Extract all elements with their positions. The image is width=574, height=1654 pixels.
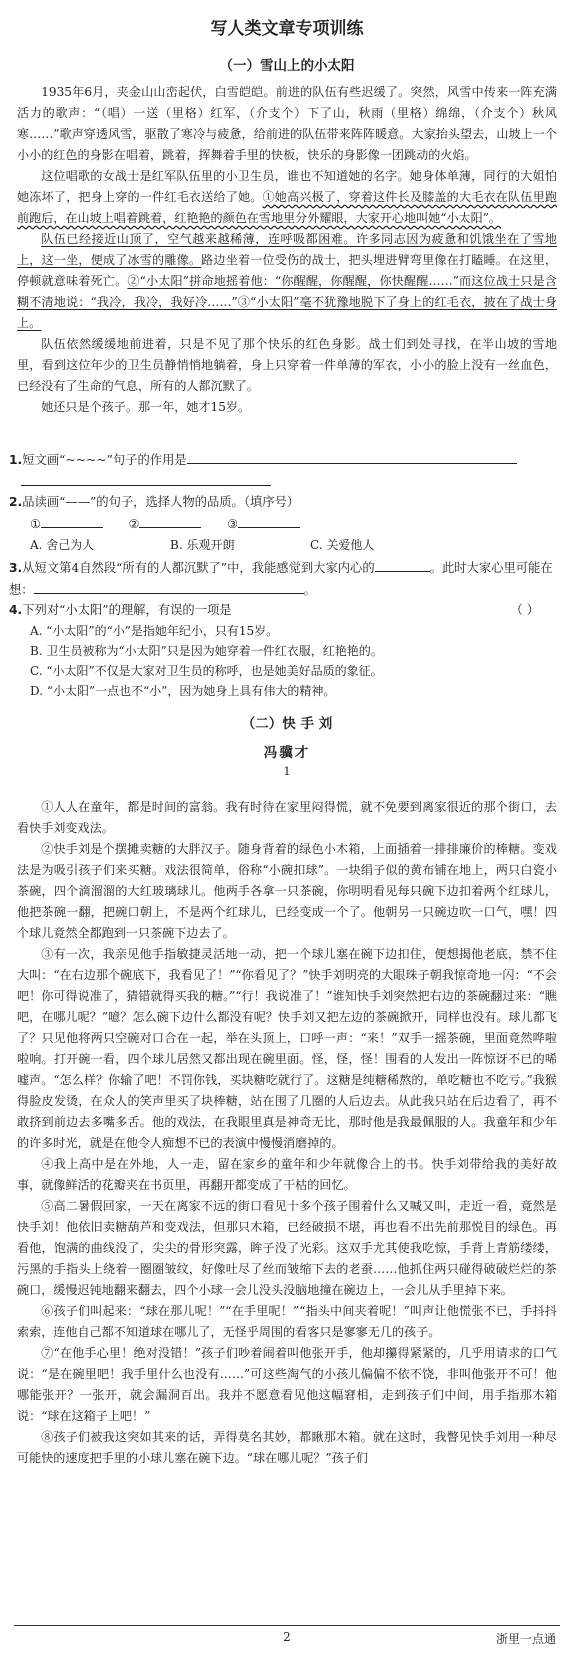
s1-paragraph-3 bbox=[17, 229, 557, 334]
s1-p3-underline-e: ③“小太阳”毫不犹豫地脱下了身上的红毛衣，披在了战士身上。 bbox=[17, 295, 557, 330]
s2-paragraph-1: ①人人在童年，都是时间的富翁。我有时待在家里闷得慌，就不免要到离家很近的那个街口，去看快手刘变戏法。 bbox=[17, 800, 557, 835]
q4-options bbox=[30, 621, 550, 701]
q3-end: 。 bbox=[303, 583, 316, 597]
q3-number: 3. bbox=[9, 561, 23, 575]
q3-blank-1[interactable] bbox=[375, 557, 430, 572]
q4-text: 下列对“小太阳”的理解，有误的一项是 bbox=[22, 603, 232, 617]
s1-paragraph-5: 她还只是个孩子。那一年，她才15岁。 bbox=[41, 400, 251, 414]
footer-brand: 浙里一点通 bbox=[495, 1632, 556, 1646]
s1-p3-text: 路边坐着一位受伤的战士，把头埋进臂弯里像在打瞌睡。在这里，停顿就意味着死亡。 bbox=[17, 253, 557, 288]
s1-p3-underline-d: ②“小太阳”拼命地摇着他：“你醒醒，你醒醒，你快醒醒……”而这位战士只是含糊不清地说：“我冷，我冷，我好冷……” bbox=[17, 274, 557, 309]
s2-paragraph-6: ⑥孩子们叫起来：“球在那儿呢！”“在手里呢！”“指头中间夹着呢！”叫声让他慌张不已，手抖抖索索，连他自己都不知道球在哪儿了，无怪乎周围的看客只是寥寥无几的孩子。 bbox=[17, 1304, 557, 1339]
q4-option-d: D. “小太阳”一点也不“小”，因为她身上具有伟大的精神。 bbox=[30, 684, 336, 698]
s1-p2-wavy-sentence: ①她高兴极了，穿着这件长及膝盖的大毛衣在队伍里跑前跑后，在山坡上唱着跳着，红艳艳的颜色在雪地里分外耀眼，大家开心地叫她“小太阳”。 bbox=[17, 190, 557, 225]
q2-blank-2[interactable] bbox=[139, 527, 201, 528]
q2-blank-3[interactable] bbox=[238, 527, 300, 528]
s2-paragraph-3: ③有一次，我亲见他手指敏捷灵活地一动，把一个球儿塞在碗下边扣住，便想揭他老底，禁不住大叫：“在右边那个碗底下，我看见了！”“你看见了？”快手刘明亮的大眼珠子朝我惊奇地一闪：“不会吧！你可得说准了，猜错就得买我的糖。”“行！我说准了！”谁知快手刘突然把右边的茶碗翻过来：“瞧吧，在哪儿呢？”噫？怎么碗下边什么都没有呢？快手刘又把左边的茶碗掀开，同样也没有。球儿都飞了？只见他将两只空碗对口合在一起，举在头顶上，口呼一声：“来！”双手一摇茶碗，里面竟然哗啦啦响。打开碗一看，四个球儿居然又都出现在碗里面。怪，怪，怪！围看的人发出一阵惊讶不已的唏嘘声。“怎么样？你输了吧！不罚你钱，买块糖吃就行了。这糖是纯糖稀熬的，单吃糖也不吃亏。”我猴得脸皮发烫，在众人的笑声里买了块棒糖，站在围了几圈的人后边去。从此我只站在后边看了，再不敢挤到前边去多嘴多舌。他的戏法，在我眼里真是神奇无比，那时他是我最佩服的人。我童年和少年的许多时光，就是在他令人痴想不已的表演中慢慢消磨掉的。 bbox=[17, 947, 557, 1150]
q3-text-b: 。此时大家心里可能在想： bbox=[9, 561, 553, 597]
s1-p3-underline-a: 队伍已经接近山顶了，空气越来越稀薄，连呼吸都困难。 bbox=[41, 232, 356, 246]
question-2 bbox=[9, 492, 559, 513]
s1-paragraph-1: 1935年6月，夹金山山峦起伏，白雪皑皑。前进的队伍有些迟缓了。突然，风雪中传来一阵充满活力的歌声：“（唱）一送（里格）红军，（介支个）下了山，秋雨（里格）绵绵，（介支个）秋风寒……”歌声穿透风雪，驱散了寒冷与疲惫，给前进的队伍带来阵阵暖意。大家抬头望去，山坡上一个小小的红色的身影在唱着，跳着，挥舞着手里的快板，快乐的身影像一团跳动的火焰。 bbox=[17, 85, 557, 162]
question-4 bbox=[9, 600, 559, 621]
s1-paragraph-4: 队伍依然缓缓地前进着，只是不见了那个快乐的红色身影。战士们到处寻找，在半山坡的雪地里，看到这位年少的卫生员静悄悄地躺着，身上只穿着一件单薄的军衣，小小的脸上没有一丝血色，已经没有了生命的气息，所有的人都沉默了。 bbox=[17, 337, 557, 393]
q2-text: 品读画“——”的句子，选择人物的品质。（填序号） bbox=[22, 495, 300, 509]
section1-passage bbox=[17, 82, 557, 418]
q4-option-a: A. “小太阳”的“小”是指她年纪小，只有15岁。 bbox=[30, 624, 279, 638]
q2-blank-1[interactable] bbox=[41, 527, 103, 528]
section2-author: 冯骥才 bbox=[263, 745, 311, 761]
q4-number: 4. bbox=[9, 603, 23, 617]
q4-option-c: C. “小太阳”不仅是大家对卫生员的称呼，也是她美好品质的象征。 bbox=[30, 664, 383, 678]
footer-divider bbox=[14, 1625, 560, 1626]
s2-paragraph-8: ⑧孩子们被我这突如其来的话，弄得莫名其妙，都瞅那木箱。就在这时，我瞥见快手刘用一种尽可能快的速度把手里的小球儿塞在碗下边。“球在哪儿呢？”孩子们 bbox=[17, 1430, 557, 1465]
q2-blanks-row bbox=[30, 514, 550, 534]
section2-passage bbox=[17, 797, 557, 1469]
section1-heading: （一）雪山上的小太阳 bbox=[219, 58, 355, 74]
q4-answer-bracket[interactable]: （ ） bbox=[510, 603, 539, 617]
q1-number: 1. bbox=[9, 453, 23, 467]
q2-option-c: C. 关爱他人 bbox=[310, 538, 375, 552]
s2-paragraph-7: ⑦“在他手心里！绝对没错！”孩子们吵着闹着叫他张开手，他却攥得紧紧的，几乎用请求的口气说：“是在碗里吧！我手里什么也没有……”可这些淘气的小孩儿偏偏不依不饶，非叫他张开不可！他哪能张开？一张开，就会漏洞百出。我并不愿意看见他这幅窘相，走到孩子们中间，用手指那木箱说：“球在这箱子上吧！” bbox=[17, 1346, 557, 1423]
section2-heading: （二）快 手 刘 bbox=[241, 716, 333, 732]
q2-mark-3: ③ bbox=[227, 517, 238, 531]
q4-option-b: B. 卫生员被称为“小太阳”只是因为她穿着一件红衣服，红艳艳的。 bbox=[30, 644, 383, 658]
s2-paragraph-4: ④我上高中是在外地，人一走，留在家乡的童年和少年就像合上的书。快手刘带给我的美好故事，就像鲜活的花瓣夹在书页里，再翻开都变成了干枯的回忆。 bbox=[17, 1157, 557, 1192]
q1-text: 短文画“~~~~”句子的作用是 bbox=[22, 453, 187, 467]
s2-paragraph-2: ②快手刘是个摆摊卖糖的大胖汉子。随身背着的绿色小木箱，上面插着一排排廉价的棒糖。变戏法是为吸引孩子们来买糖。戏法很简单，俗称“小碗扣球”。一块绢子似的黄布铺在地上，两只白瓷小茶碗，四个滴溜溜的大红玻璃球儿。他两手各拿一只茶碗，你明明看见每只碗下边扣着两个红球儿，他把茶碗一翻，把碗口朝上，不是两个红球儿，已经变成一个了。他朝另一只碗边吹一口气，嘿！四个球儿竟然全都跑到一只茶碗下边去了。 bbox=[17, 842, 557, 940]
q3-text-a: 从短文第4自然段“所有的人都沉默了”中，我能感觉到大家内心的 bbox=[22, 561, 375, 575]
q2-option-a: A. 舍己为人 bbox=[30, 538, 95, 552]
s2-paragraph-5: ⑤高二暑假回家，一天在离家不远的街口看见十多个孩子围着什么又喊又叫，走近一看，竟然是快手刘！他依旧卖糖葫芦和变戏法，但那只木箱，已经破损不堪，再也看不出先前那悦目的绿色。再看他，饱满的曲线没了，尖尖的骨形突露，眸子没了光彩。这双手尤其使我吃惊，手背上青筋缕缕，污黑的手指头上绕着一圈圈皱纹，好像吐尽了丝而皱缩下去的老蚕……他抓住两只碰得破破烂烂的茶碗口，缓慢迟钝地翻来翻去，四个小球一会儿没头没脑地撞在碗边上，一会儿从手里掉下来。 bbox=[17, 1199, 557, 1297]
q2-option-b: B. 乐观开朗 bbox=[170, 538, 235, 552]
s1-paragraph-2 bbox=[17, 166, 557, 229]
q2-mark-1: ① bbox=[30, 517, 41, 531]
q2-options bbox=[30, 535, 550, 555]
page-title: 写人类文章专项训练 bbox=[210, 19, 364, 39]
s1-p2-text: 这位唱歌的女战士是红军队伍里的小卫生员，谁也不知道她的名字。她身体单薄，同行的大姐怕她冻坏了，把身上穿的一件红毛衣送给了她。 bbox=[17, 169, 557, 204]
q2-number: 2. bbox=[9, 495, 23, 509]
q3-blank-2[interactable] bbox=[34, 579, 304, 594]
q1-answer-blank-2[interactable] bbox=[21, 471, 271, 486]
section2-part-number: 1 bbox=[283, 764, 291, 778]
q2-mark-2: ② bbox=[128, 517, 140, 531]
question-3 bbox=[9, 557, 559, 601]
page-number: 2 bbox=[283, 1630, 291, 1644]
s1-p3-underline-b: 许多同志因为疲惫和饥饿坐在了雪地上，这一坐，便成了冰雪的雕像。 bbox=[17, 232, 557, 267]
question-1 bbox=[9, 449, 559, 493]
q1-answer-blank[interactable] bbox=[187, 449, 517, 464]
